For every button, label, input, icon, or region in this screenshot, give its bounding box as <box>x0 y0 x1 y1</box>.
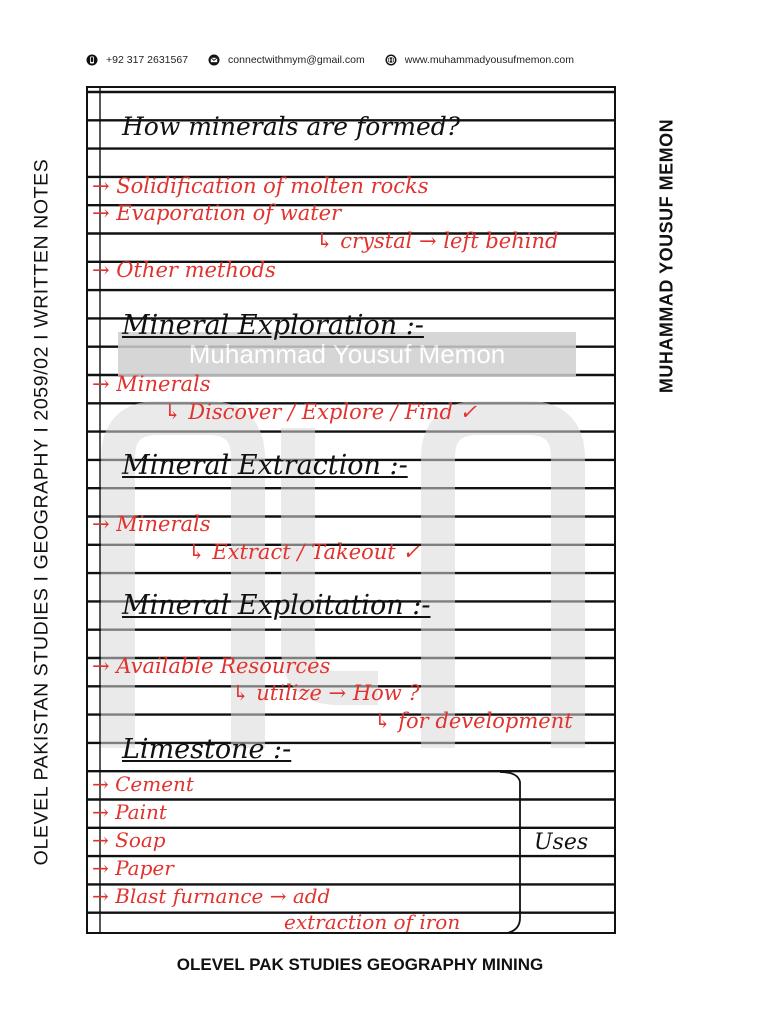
website-text: www.muhammadyousufmemon.com <box>404 54 574 66</box>
extraction-item: → Minerals <box>92 512 211 536</box>
globe-icon <box>385 54 397 66</box>
exploitation-item: → Available Resources <box>92 654 331 678</box>
heading-limestone: Limestone :- <box>122 734 292 765</box>
heading-mineral-extraction: Mineral Extraction :- <box>122 450 408 481</box>
email-text: connectwithmym@gmail.com <box>228 54 365 66</box>
exploitation-item: ↳ utilize → How ? <box>232 681 420 705</box>
exploitation-item: ↳ for development <box>374 709 573 733</box>
limestone-item: → Paint <box>92 800 167 824</box>
formed-item: → Other methods <box>92 258 276 282</box>
heading-mineral-exploitation: Mineral Exploitation :- <box>122 590 431 621</box>
email-icon <box>208 54 220 66</box>
uses-label: Uses <box>534 830 589 855</box>
exploration-item: → Minerals <box>92 372 211 396</box>
limestone-item: → Paper <box>92 856 174 880</box>
side-caption-left: OLEVEL PAKISTAN STUDIES I GEOGRAPHY I 2059/02 I WRITTEN NOTES <box>30 158 53 866</box>
document-title: OLEVEL PAK STUDIES GEOGRAPHY MINING <box>176 955 544 974</box>
phone-text: +92 317 2631567 <box>106 54 189 66</box>
limestone-item: → Cement <box>92 772 194 796</box>
contact-phone <box>86 54 188 66</box>
limestone-item: → Blast furnance → add <box>92 884 331 908</box>
contact-bar <box>86 50 646 70</box>
formed-item: → Solidification of molten rocks <box>92 174 429 198</box>
uses-bracket <box>496 768 536 934</box>
limestone-item: → Soap <box>92 828 166 852</box>
watermark-text: Muhammad Yousuf Memon <box>118 332 576 376</box>
heading-minerals-formed: How minerals are formed? <box>122 112 461 141</box>
exploration-item: ↳ Discover / Explore / Find ✓ <box>164 400 478 424</box>
formed-item: → Evaporation of water <box>92 201 342 225</box>
contact-email <box>208 54 365 66</box>
heading-mineral-exploration: Mineral Exploration :- <box>122 310 424 341</box>
contact-website <box>385 54 574 66</box>
extraction-item: ↳ Extract / Takeout ✓ <box>188 540 420 564</box>
phone-icon <box>86 54 98 66</box>
formed-item: ↳ crystal → left behind <box>316 229 559 253</box>
limestone-item: extraction of iron <box>284 910 461 934</box>
author-name: MUHAMMAD YOUSUF MEMON <box>656 118 677 394</box>
notebook-page <box>86 86 616 934</box>
